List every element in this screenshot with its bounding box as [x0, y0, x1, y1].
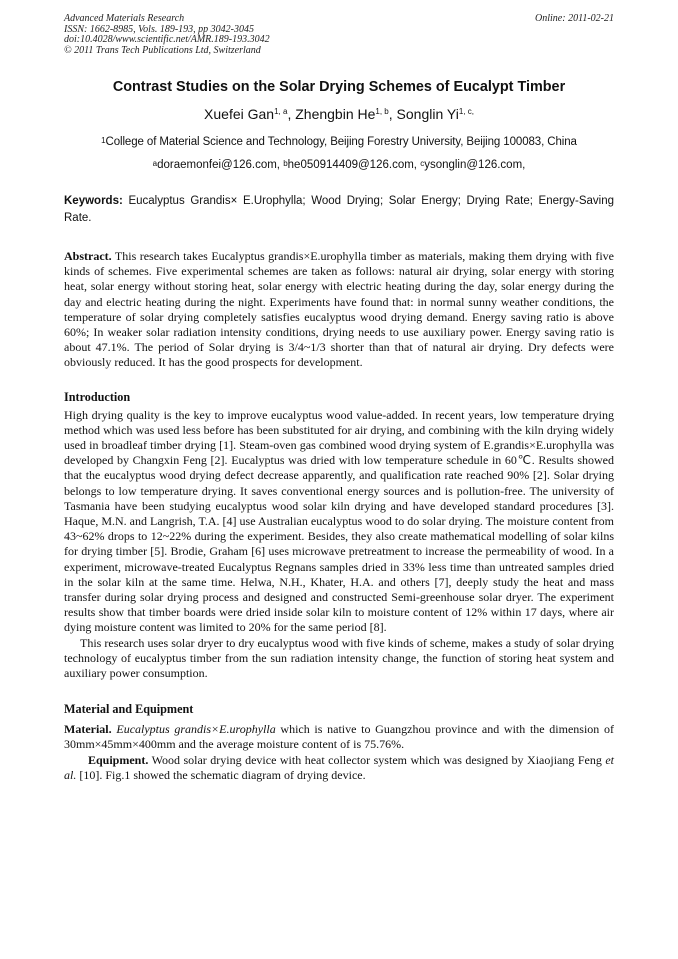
author-list: Xuefei Gan$^{1, a}$, Zhengbin He$^{1, b}$, Songlin $Yi^{1, c,}$: [204, 106, 474, 122]
email-mark: a: [152, 159, 158, 168]
material-label: Material.: [64, 722, 112, 737]
keywords: [64, 193, 614, 227]
email-mark: c: [420, 159, 425, 168]
online-date: Online: 2011-02-21: [535, 13, 614, 24]
author-name: Xuefei Gan: [204, 106, 275, 122]
equipment-paragraph: [64, 753, 614, 783]
affiliation: [64, 135, 614, 150]
section-heading-material: Material and Equipment: [64, 702, 194, 717]
abstract-text: This research takes Eucalyptus grandis×E.urophylla timber as materials, making them drying with five kinds of schemes. Five experimental schemes are taken as follows: natural air drying, solar energy with storing heat, solar energy without storing heat, solar energy with electric heating during the day, solar energy during the day and electric heating during the night. Experiments have found that: in normal sunny weather conditions, the temperature of solar drying completely satisfies eucalyptus wood drying demand. Energy saving ratio is above 60%; In weaker solar radiation intensity conditions, drying needs to use auxiliary power. Energy saving ratio is about 47.1%. The period of Solar drying is 3/4~1/3 shorter than that of natural air drying. Dry defects were obviously reduced. It has the good prospects for development.: [64, 249, 614, 370]
species-name: Eucalyptus grandis×E.urophylla: [116, 722, 276, 737]
issn-line: ISSN: 1662-8985, Vols. 189-193, pp 3042-3045: [64, 23, 254, 35]
email-list: [64, 158, 614, 173]
section-heading-introduction: Introduction: [64, 389, 131, 404]
abstract: [64, 249, 614, 371]
email-address: doraemonfei@126.com,: [157, 159, 284, 171]
et-al: et al.: [64, 752, 614, 782]
abstract-label: Abstract.: [64, 249, 112, 263]
author-affil-mark: 1, c,: [458, 107, 474, 116]
equipment-label: Equipment.: [88, 752, 149, 767]
introduction-paragraph: This research uses solar dryer to dry eucalyptus wood with five kinds of scheme, makes a study of solar drying technology of eucalyptus timber from the sun radiation intensity change, the function of storing heat system and auxiliary power consumption.: [64, 635, 614, 681]
material-paragraph: [64, 722, 614, 752]
paper-title: Contrast Studies on the Solar Drying Schemes of Eucalypt Timber: [112, 79, 566, 95]
affiliation-mark: 1: [101, 136, 106, 145]
author-affil-mark: 1, b: [375, 107, 389, 116]
introduction-paragraph: High drying quality is the key to improve eucalyptus wood value-added. In recent years, low temperature drying method which was used less before has been substituted for air drying, and combining with the kiln drying widely used in broadleaf timber drying [1]. Steam-oven gas combined wood drying system of E.grandis×E.urophylla was developed by Changxin Feng [2]. Eucalyptus was dried with low temperature schedule in 60℃. Results showed that the eucalyptus wood drying defect decrease apparently, and qualification rate reached 90% [2]. Solar drying belongs to low temperature drying. It saves conventional energy sources and is pollution-free. The university of Tasmania have been studying eucalyptus wood solar kiln drying and have developed standard procedures [3]. Haque, M.N. and Langrish, T.A. [4] use Australian eucalyptus wood to do solar drying. The moisture content from 43~62% drops to 12~22% during the experiment. Besides, they also create mathematical modelling of solar kilns for drying timber [5]. Brodie, Graham [6] uses microwave pretreatment to increase the permeability of wood. In a experiment, microwave-treated Eucalyptus Regnans samples dried in 33% less time than untreated samples dried in the solar kiln at the same time. Helwa, N.H., Khater, H.A. and others [7], deeply study the heat and mass transfer during solar drying process and designed and constructed Semi-greenhouse solar dryer. The experiment results show that timber boards were dried inside solar kiln to moisture content of 12% within 17 days, where air dying moisture content was limited to 20% for the same period [8].: [64, 407, 614, 635]
author-name: Songlin Yi: [396, 106, 459, 122]
journal-name: Advanced Materials Research: [64, 13, 185, 24]
equipment-text: Wood solar drying device with heat collector system which was designed by Xiaojiang Feng: [148, 752, 606, 767]
email-address: ysonglin@126.com,: [424, 159, 526, 171]
email-mark: b: [283, 159, 288, 168]
doi-line: doi:10.4028/www.scientific.net/AMR.189-193.3042: [64, 34, 270, 45]
copyright-line: © 2011 Trans Tech Publications Ltd, Switzerland: [64, 44, 261, 56]
material-text: which is native to Guangzhou province and with the dimension of 30mm×45mm×400mm and the average moisture content of is 75.76%.: [64, 722, 614, 752]
author-affil-mark: 1, a: [274, 107, 288, 116]
keywords-label: Keywords:: [64, 195, 123, 207]
email-address: he050914409@126.com,: [287, 159, 421, 171]
equipment-text: [10]. Fig.1 showed the schematic diagram of drying device.: [76, 767, 366, 782]
paper-page: [64, 14, 614, 783]
affiliation-text: College of Material Science and Technology, Beijing Forestry University, Beijing 100083, China: [105, 136, 577, 148]
journal-header: [64, 14, 614, 56]
author-name: Zhengbin He: [295, 106, 376, 122]
keywords-text: Eucalyptus Grandis× E.Urophylla; Wood Drying; Solar Energy; Drying Rate; Energy-Saving Rate.: [64, 195, 614, 224]
